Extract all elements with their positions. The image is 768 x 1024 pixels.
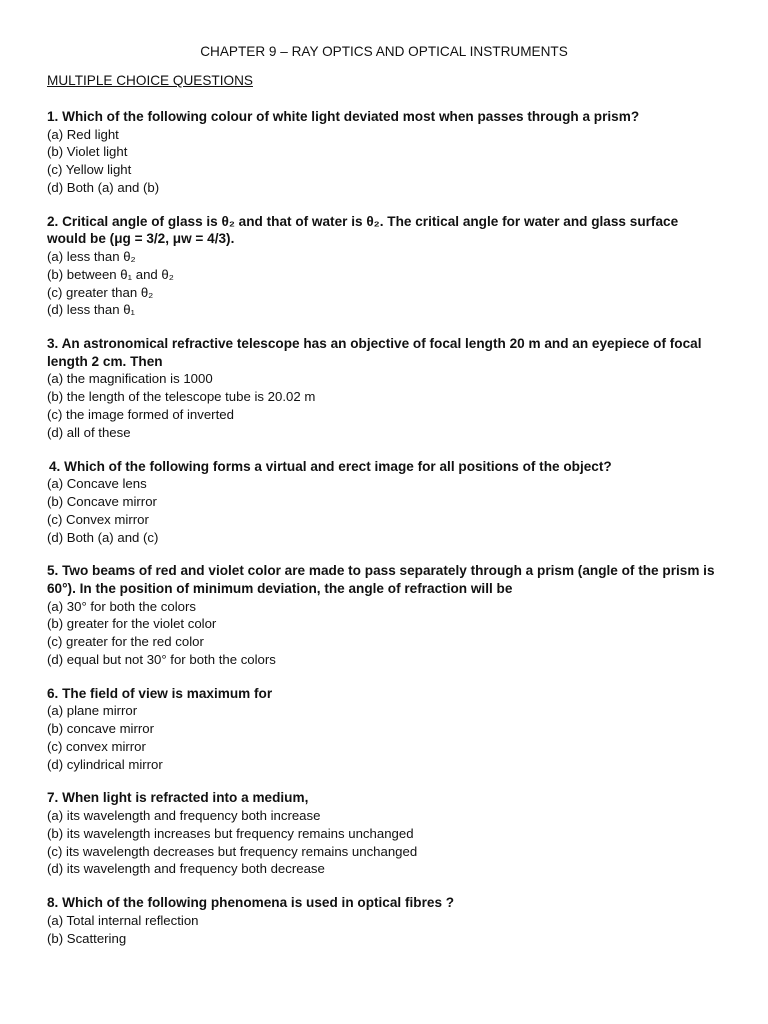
option-d: (d) all of these [47, 424, 131, 440]
chapter-title: CHAPTER 9 – RAY OPTICS AND OPTICAL INSTRUMENTS [200, 44, 568, 59]
option-a: (a) Total internal reflection [47, 912, 199, 928]
option-c: (c) Yellow light [47, 162, 132, 178]
question-7 [47, 789, 721, 878]
option-c: (c) greater for the red color [47, 634, 204, 650]
question-text: 2. Critical angle of glass is θ₂ and that of water is θ₂. The critical angle for water and glass surface would be (μg = 3/2, μw = 4/3). [47, 213, 679, 247]
question-8 [47, 894, 721, 947]
option-c: (c) convex mirror [47, 738, 146, 754]
option-b: (b) between θ₁ and θ₂ [47, 266, 174, 282]
option-a: (a) Red light [47, 126, 119, 142]
question-4 [47, 458, 721, 547]
question-5 [47, 562, 721, 668]
option-d: (d) Both (a) and (c) [47, 529, 159, 545]
question-text: 5. Two beams of red and violet color are made to pass separately through a prism (angle of the prism is 60°). In the position of minimum deviation, the angle of refraction will be [47, 563, 715, 596]
option-d: (d) cylindrical mirror [47, 756, 163, 772]
option-a: (a) 30° for both the colors [47, 598, 196, 614]
question-list [47, 108, 721, 963]
option-d: (d) equal but not 30° for both the colors [47, 651, 276, 667]
option-a: (a) Concave lens [47, 476, 147, 492]
option-d: (d) Both (a) and (b) [47, 179, 160, 195]
option-d: (d) less than θ₁ [47, 302, 136, 318]
question-1 [47, 108, 721, 197]
option-a: (a) less than θ₂ [47, 248, 136, 264]
section-heading: MULTIPLE CHOICE QUESTIONS [47, 73, 253, 88]
question-2 [47, 213, 721, 319]
question-text: 6. The field of view is maximum for [47, 685, 273, 701]
option-b: (b) Concave mirror [47, 493, 157, 509]
option-c: (c) the image formed of inverted [47, 406, 234, 422]
option-b: (b) concave mirror [47, 721, 154, 737]
option-b: (b) greater for the violet color [47, 616, 217, 632]
option-b: (b) the length of the telescope tube is 20.02 m [47, 389, 316, 405]
question-text: 1. Which of the following colour of white light deviated most when passes through a prism? [47, 109, 640, 124]
option-b: (b) its wavelength increases but frequency remains unchanged [47, 825, 414, 841]
option-d: (d) its wavelength and frequency both decrease [47, 861, 325, 877]
option-a: (a) plane mirror [47, 703, 138, 719]
question-text: 8. Which of the following phenomena is used in optical fibres ? [47, 895, 455, 911]
question-text: 3. An astronomical refractive telescope has an objective of focal length 20 m and an eyepiece of focal length 2 cm. Then [47, 336, 702, 369]
question-6 [47, 685, 721, 774]
question-3 [47, 335, 721, 441]
question-text: 4. Which of the following forms a virtual and erect image for all positions of the object? [49, 458, 612, 474]
option-c: (c) its wavelength decreases but frequency remains unchanged [47, 843, 418, 859]
option-a: (a) the magnification is 1000 [47, 371, 213, 387]
option-b: (b) Violet light [47, 144, 128, 160]
question-text: 7. When light is refracted into a medium, [47, 790, 309, 806]
option-c: (c) Convex mirror [47, 511, 149, 527]
option-c: (c) greater than θ₂ [47, 284, 154, 300]
option-a: (a) its wavelength and frequency both increase [47, 808, 321, 824]
option-b: (b) Scattering [47, 930, 127, 946]
